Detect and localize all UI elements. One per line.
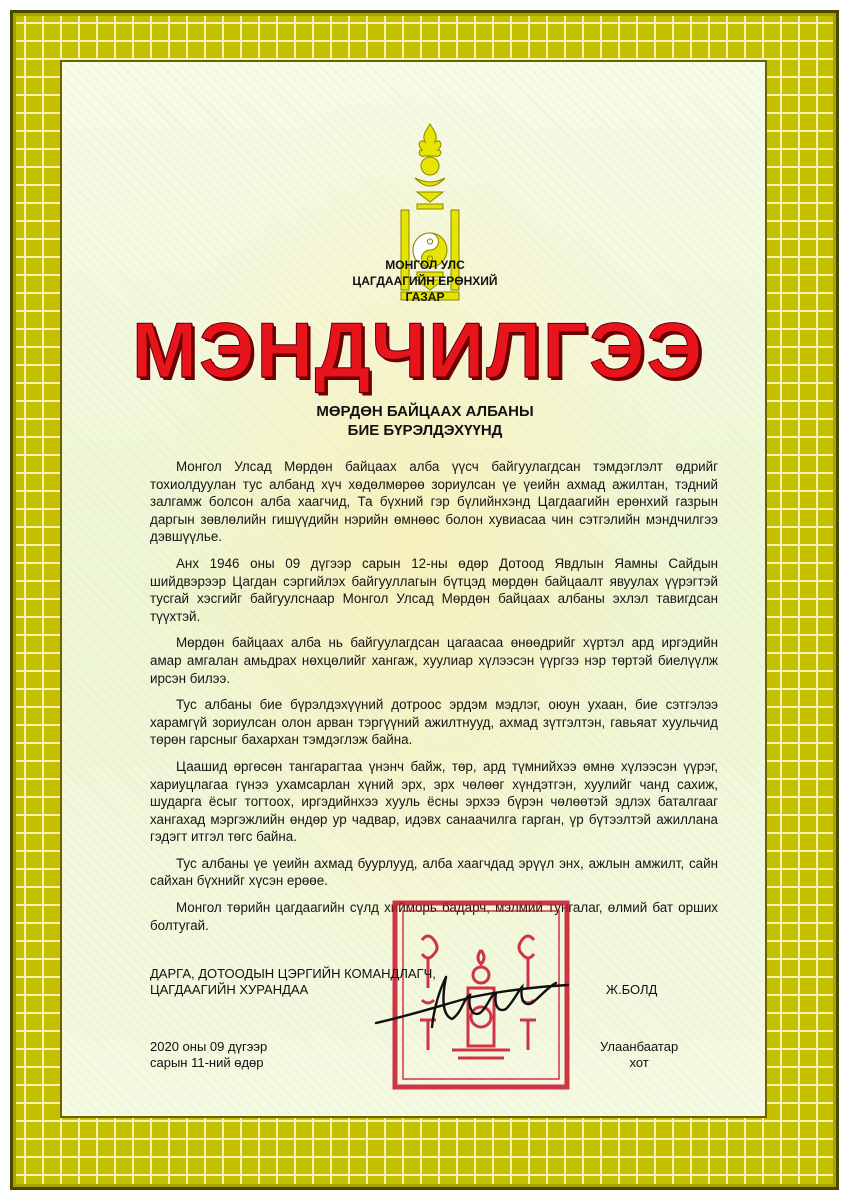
- paragraph: Анх 1946 оны 09 дүгээр сарын 12-ны өдөр Дотоод Явдлын Яамны Сайдын шийдвэрээр Цагдан сэргийлэх байгууллагын бүтцэд мөрдөн байцаалт явуулах үүрэгтэй тусгай хэсгийг байгуулснаар Монгол Улсад Мөрдөн байцаах албаны эхлэл тавигдсан түүхтэй.: [150, 555, 718, 624]
- certificate-paper: [60, 60, 767, 1118]
- place-line-1: Улаанбаатар: [600, 1039, 679, 1054]
- paragraph: Тус албаны үе үеийн ахмад буурлууд, алба хаагчдад эрүүл энх, ажлын амжилт, сайн сайхан бүхнийг хүсэн ерөөе.: [150, 855, 718, 889]
- paragraph: Монгол Улсад Мөрдөн байцаах алба үүсч байгуулагдсан тэмдэглэлт өдрийг тохиолдуулан тус албанд хүч хөдөлмөрөө зориулсан үе үеийн ахмад ажилтан, тэдний залгамж болсон алба хаагчид, Та бүхний гэр бүлийнхэнд Цагдаагийн ерөнхий газрын даргын зөвлөлийн гишүүдийн нэрийн өмнөөс болон хувиасаа чин сэтгэлийн мэндчилгээ дэвшүүлье.: [150, 459, 718, 545]
- issue-date: [150, 1039, 267, 1071]
- position-line-2: ЦАГДААГИЙН ХУРАНДАА: [150, 982, 309, 997]
- date-line-2: сарын 11-ний өдөр: [150, 1055, 264, 1070]
- subtitle-line-1: МӨРДӨН БАЙЦААХ АЛБАНЫ: [316, 403, 534, 420]
- place-line-2: хот: [629, 1055, 649, 1070]
- paragraph: Мөрдөн байцаах алба нь байгуулагдсан цагаасаа өнөөдрийг хүртэл ард иргэдийн амар амгалан амьдрах нөхцөлийг хангаж, хуулиар хүлээсэн үүргээ нэр төртэй биелүүлж ирсэн билээ.: [150, 635, 718, 686]
- subtitle-line-2: БИЕ БҮРЭЛДЭХҮҮНД: [347, 422, 503, 439]
- recipient-heading: [200, 402, 650, 440]
- signatory-name: Ж.БОЛД: [606, 982, 658, 997]
- organization-name: [200, 257, 650, 305]
- paragraph: Монгол төрийн цагдаагийн сүлд хийморь бадарч, мэлмий тунгалаг, өлмий бат орших болтугай.: [150, 900, 718, 933]
- paragraph: Тус албаны бие бүрэлдэхүүний дотроос эрдэм мэдлэг, оюун ухаан, бие сэтгэлээ харамгүй зориулсан олон арван тэргүүний ажилтнууд, ахмад зүтгэлтэн, гавьяат хуульчид төрөн гарсныг бахархан тэмдэглэж байна.: [150, 697, 718, 748]
- paragraph: Цаашид өргөсөн тангарагтаа үнэнч байж, төр, ард түмнийхээ өмнө хүлээсэн үүрэг, хариуцлагаа гүнээ ухамсарлан хүний эрх, эрх чөлөөг хүндэтгэн, хуулийг чанд сахиж, шударга ёсыг тогтоох, иргэдийнхээ хууль ёсны эрхээ бүрэн чөлөөтэй эдлэх баталгааг хангахад мэргэжлийн өндөр ур чадвар, идэвх санаачилга гарган, үр бүтээлтэй ажиллана гэдэгт итгэл төгс байна.: [150, 758, 718, 845]
- org-line-3: ГАЗАР: [405, 290, 445, 304]
- org-line-1: МОНГОЛ УЛС: [385, 258, 465, 272]
- org-line-2: ЦАГДААГИЙН ЕРӨНХИЙ: [352, 274, 498, 288]
- date-line-1: 2020 оны 09 дүгээр: [150, 1039, 268, 1054]
- greeting-body: [150, 458, 718, 943]
- issue-place: [600, 1039, 678, 1071]
- position-line-1: ДАРГА, ДОТООДЫН ЦЭРГИЙН КОМАНДЛАГЧ,: [150, 966, 436, 981]
- document-title: МЭНДЧИЛГЭЭ: [132, 306, 705, 394]
- signatory-position: [150, 966, 436, 998]
